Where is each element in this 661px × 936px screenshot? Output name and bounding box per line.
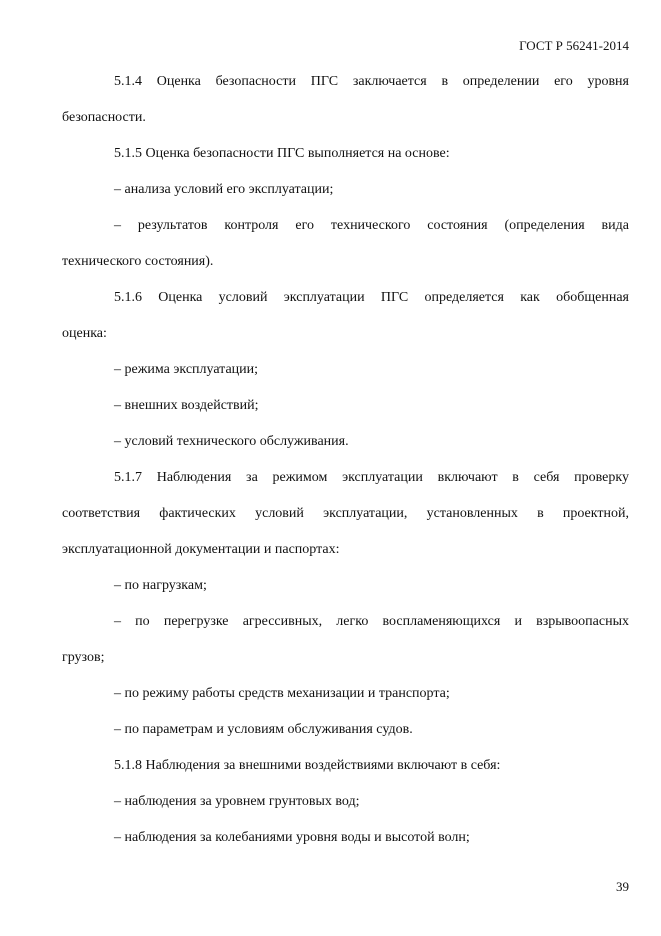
list-item-mode: – режима эксплуатации;: [114, 362, 259, 377]
list-item-external-impacts: – внешних воздействий;: [114, 398, 259, 413]
clause-5-1-7-line-3: эксплуатационной документации и паспортах:: [62, 542, 340, 557]
page-number: 39: [616, 879, 629, 894]
list-item-water-level: – наблюдения за колебаниями уровня воды и высотой волн;: [114, 830, 470, 845]
list-item-cargo-line-1: – по перегрузке агрессивных, легко воспламеняющихся и взрывоопасных: [114, 614, 629, 629]
list-item-maintenance: – условий технического обслуживания.: [114, 434, 349, 449]
list-item-loads: – по нагрузкам;: [114, 578, 207, 593]
list-item-cargo-line-2: грузов;: [62, 650, 105, 665]
clause-5-1-6-line-2: оценка:: [62, 326, 107, 341]
document-code-header: ГОСТ Р 56241-2014: [519, 38, 629, 53]
clause-5-1-7-line-1: 5.1.7 Наблюдения за режимом эксплуатации включают в себя проверку: [114, 470, 629, 485]
list-item-groundwater: – наблюдения за уровнем грунтовых вод;: [114, 794, 360, 809]
list-item-mechanization: – по режиму работы средств механизации и транспорта;: [114, 686, 450, 701]
clause-5-1-5: 5.1.5 Оценка безопасности ПГС выполняется на основе:: [114, 146, 450, 161]
list-item-results-line-2: технического состояния).: [62, 254, 214, 269]
clause-5-1-7-line-2: соответствия фактических условий эксплуатации, установленных в проектной,: [62, 506, 629, 521]
document-body: [62, 64, 629, 856]
list-item-results-line-1: – результатов контроля его технического состояния (определения вида: [114, 218, 629, 233]
list-item-analysis: – анализа условий его эксплуатации;: [114, 182, 334, 197]
clause-5-1-4-line-1: 5.1.4 Оценка безопасности ПГС заключается в определении его уровня: [114, 74, 629, 89]
clause-5-1-4-line-2: безопасности.: [62, 110, 146, 125]
list-item-vessels: – по параметрам и условиям обслуживания судов.: [114, 722, 413, 737]
clause-5-1-8: 5.1.8 Наблюдения за внешними воздействиями включают в себя:: [114, 758, 501, 773]
clause-5-1-6-line-1: 5.1.6 Оценка условий эксплуатации ПГС определяется как обобщенная: [114, 290, 629, 305]
